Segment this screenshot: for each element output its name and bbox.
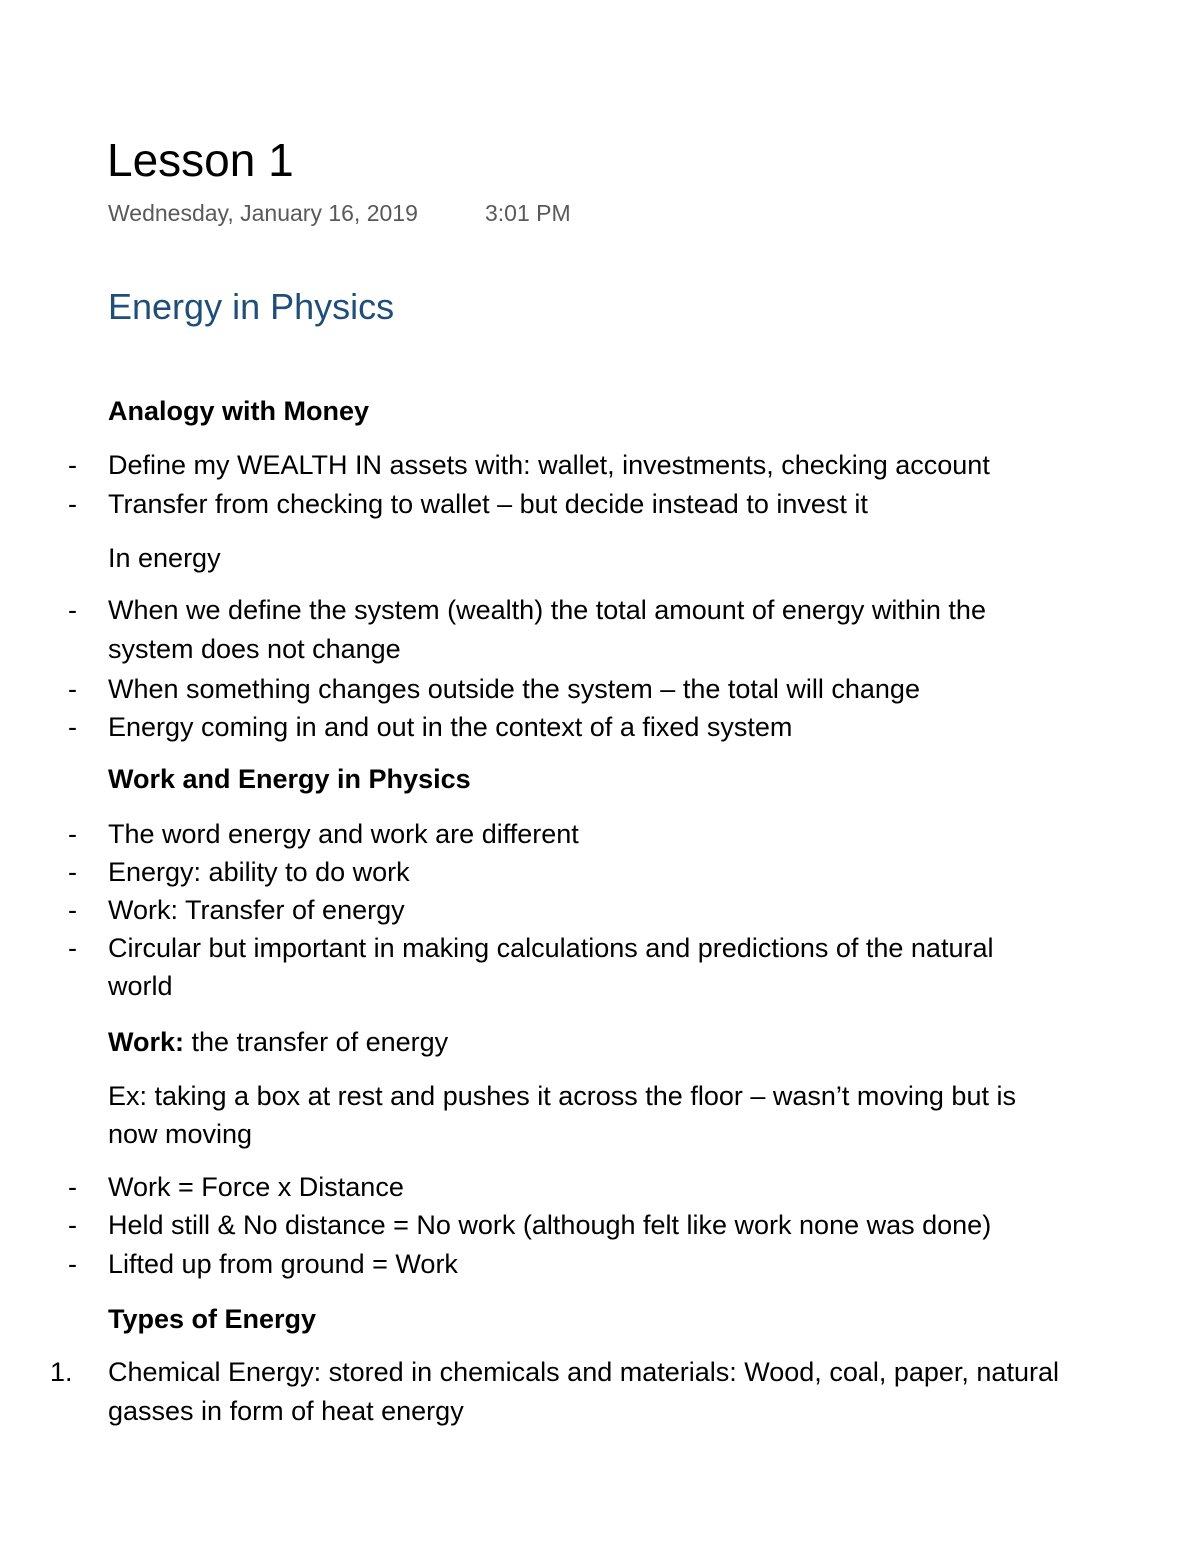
work-energy-heading: Work and Energy in Physics <box>108 764 471 794</box>
bullet-marker: - <box>68 489 77 519</box>
list-item-continuation: system does not change <box>108 634 401 664</box>
section-heading: Energy in Physics <box>108 286 395 327</box>
list-item: Transfer from checking to wallet – but decide instead to invest it <box>108 489 868 519</box>
numbered-item: Chemical Energy: stored in chemicals and materials: Wood, coal, paper, natural <box>108 1357 1059 1387</box>
list-item: When we define the system (wealth) the total amount of energy within the <box>108 595 986 625</box>
bullet-marker: - <box>68 450 77 480</box>
list-item: Circular but important in making calculations and predictions of the natural <box>108 933 994 963</box>
page-time: 3:01 PM <box>485 200 571 226</box>
bullet-marker: - <box>68 1249 77 1279</box>
work-term: Work: <box>108 1027 185 1057</box>
analogy-heading: Analogy with Money <box>108 396 370 426</box>
list-item: Lifted up from ground = Work <box>108 1249 458 1279</box>
work-definition <box>108 1024 448 1060</box>
example-text-continuation: now moving <box>108 1119 253 1149</box>
page-title: Lesson 1 <box>107 134 294 186</box>
types-heading: Types of Energy <box>108 1304 317 1334</box>
list-number: 1. <box>50 1357 73 1387</box>
list-item: Work = Force x Distance <box>108 1172 404 1202</box>
bullet-marker: - <box>68 674 77 704</box>
list-item: Energy: ability to do work <box>108 857 410 887</box>
work-definition-text: the transfer of energy <box>184 1027 449 1057</box>
list-item: Define my WEALTH IN assets with: wallet, investments, checking account <box>108 450 990 480</box>
bullet-marker: - <box>68 857 77 887</box>
bullet-marker: - <box>68 595 77 625</box>
bullet-marker: - <box>68 712 77 742</box>
list-item: Work: Transfer of energy <box>108 895 405 925</box>
bullet-marker: - <box>68 933 77 963</box>
list-item: The word energy and work are different <box>108 819 579 849</box>
list-item-continuation: world <box>108 971 173 1001</box>
example-text: Ex: taking a box at rest and pushes it across the floor – wasn’t moving but is <box>108 1081 1016 1111</box>
list-item: Held still & No distance = No work (although felt like work none was done) <box>108 1210 992 1240</box>
numbered-item-continuation: gasses in form of heat energy <box>108 1396 464 1426</box>
bullet-marker: - <box>68 819 77 849</box>
bullet-marker: - <box>68 1210 77 1240</box>
bullet-marker: - <box>68 895 77 925</box>
bullet-marker: - <box>68 1172 77 1202</box>
page-date: Wednesday, January 16, 2019 <box>108 200 418 226</box>
list-item: When something changes outside the system – the total will change <box>108 674 920 704</box>
list-item: Energy coming in and out in the context of a fixed system <box>108 712 793 742</box>
in-energy-label: In energy <box>108 543 221 573</box>
